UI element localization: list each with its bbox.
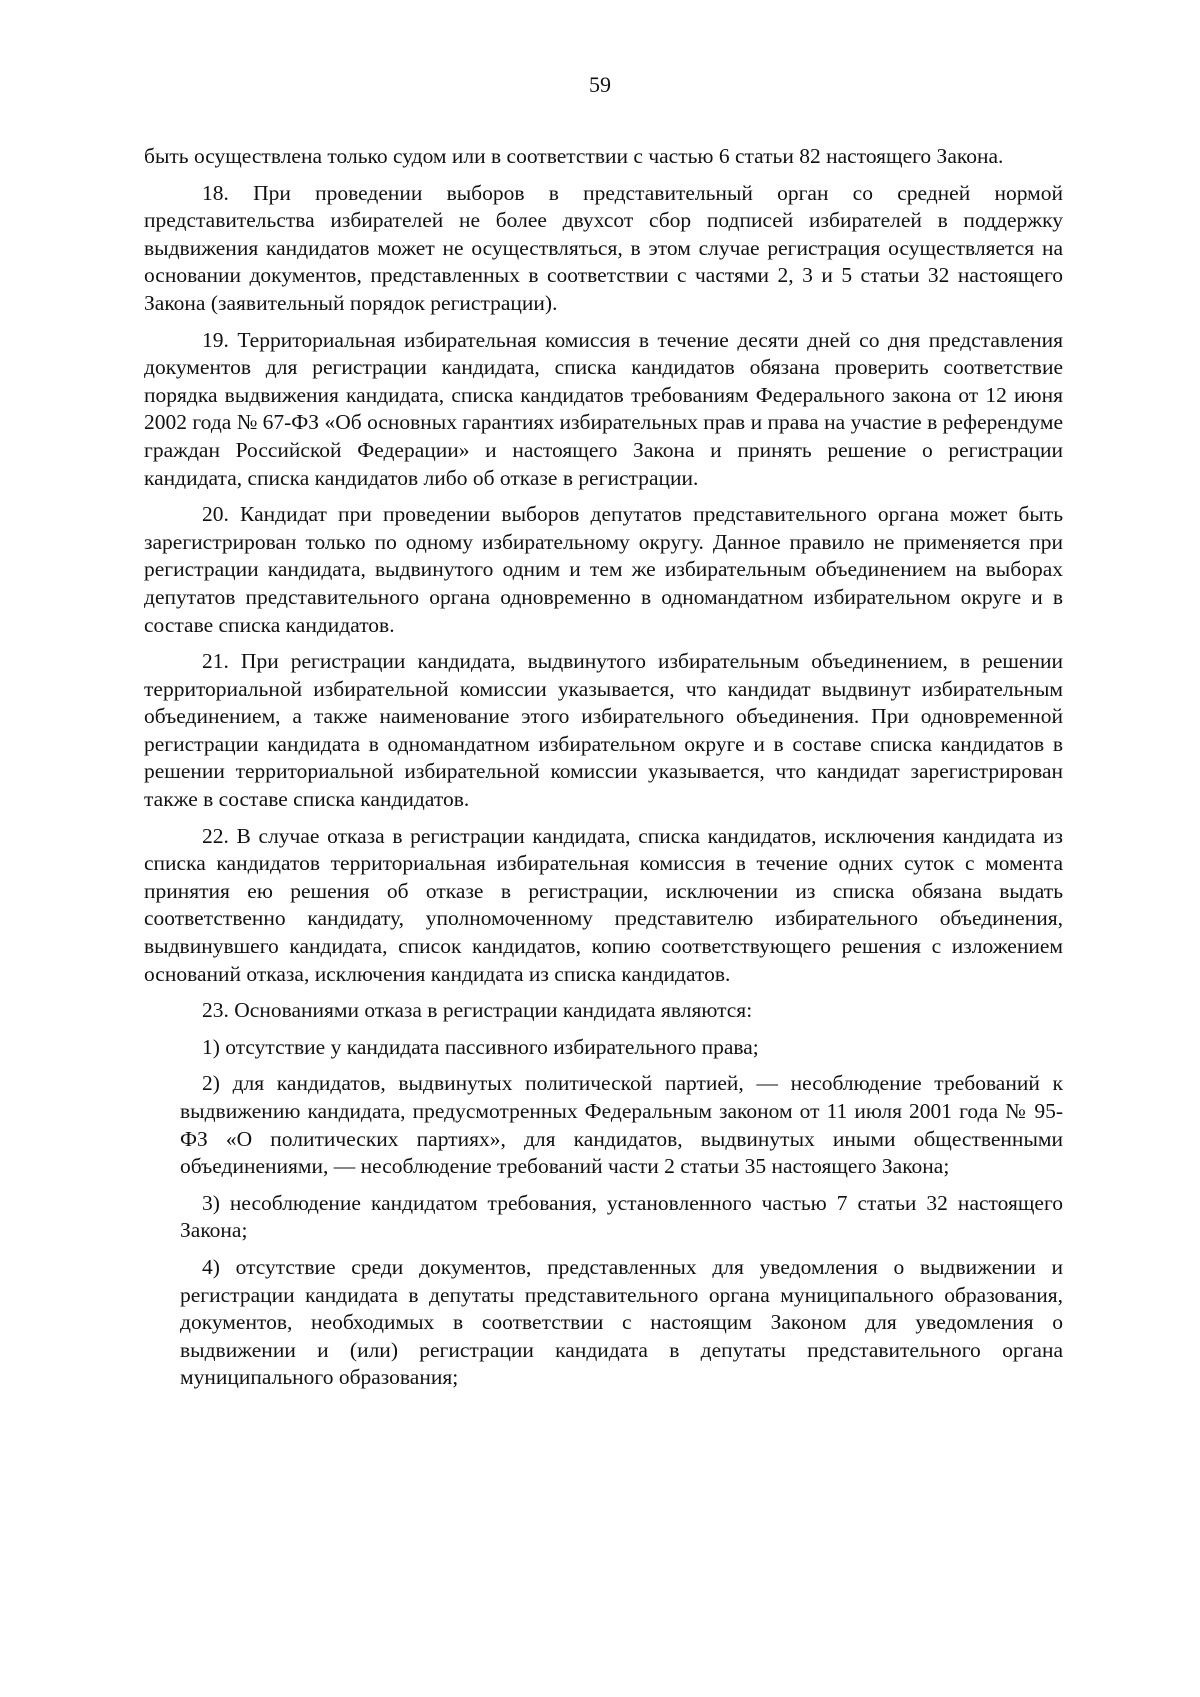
- page-number: 59: [589, 72, 611, 97]
- list-item-3: 3) несоблюдение кандидатом требования, установленного частью 7 статьи 32 настоящего Закона;: [180, 1190, 1063, 1243]
- paragraph-22: 22. В случае отказа в регистрации кандидата, списка кандидатов, исключения кандидата из списка кандидатов территориальная избирательная комиссия в течение одних суток с момента принятия ею решения об отказе в регистрации, исключении из списка обязана выдать соответственно кандидату, уполномоченному представителю избирательного объединения, выдвинувшего кандидата, список кандидатов, копию соответствующего решения с изложением оснований отказа, исключения кандидата из списка кандидатов.: [144, 823, 1063, 986]
- list-item-2: 2) для кандидатов, выдвинутых политической партией, — несоблюдение требований к выдвижению кандидата, предусмотренных Федеральным законом от 11 июля 2001 года № 95-ФЗ «О политических партиях», для кандидатов, выдвинутых иными общественными объединениями, — несоблюдение требований части 2 статьи 35 настоящего Закона;: [180, 1071, 1063, 1179]
- list-item-4: 4) отсутствие среди документов, представленных для уведомления о выдвижении и регистрации кандидата в депутаты представительного органа муниципального образования, документов, необходимых в соответствии с настоящим Законом для уведомления о выдвижении и (или) регистрации кандидата в депутаты представительного органа муниципального образования;: [180, 1254, 1063, 1390]
- paragraph-19: 19. Территориальная избирательная комиссия в течение десяти дней со дня представления документов для регистрации кандидата, списка кандидатов обязана проверить соответствие порядка выдвижения кандидата, списка кандидатов требованиям Федерального закона от 12 июня 2002 года № 67-ФЗ «Об основных гарантиях избирательных прав и права на участие в референдуме граждан Российской Федерации» и настоящего Закона и принять решение о регистрации кандидата, списка кандидатов либо об отказе в регистрации.: [144, 327, 1063, 490]
- document-body: [144, 143, 1063, 1401]
- paragraph-20: 20. Кандидат при проведении выборов депутатов представительного органа может быть зарегистрирован только по одному избирательному округу. Данное правило не применяется при регистрации кандидата, выдвинутого одним и тем же избирательным объединением на выборах депутатов представительного органа одновременно в одномандатном избирательном округе и в составе списка кандидатов.: [144, 502, 1063, 637]
- paragraph-21: 21. При регистрации кандидата, выдвинутого избирательным объединением, в решении территориальной избирательной комиссии указывается, что кандидат выдвинут избирательным объединением, а также наименование этого избирательного объединения. При одновременной регистрации кандидата в одномандатном избирательном округе и в составе списка кандидатов в решении территориальной избирательной комиссии указывается, что кандидат зарегистрирован также в составе списка кандидатов.: [144, 649, 1063, 812]
- paragraph-18: 18. При проведении выборов в представительный орган со средней нормой представительства избирателей не более двухсот сбор подписей избирателей в поддержку выдвижения кандидатов может не осуществляться, в этом случае регистрация осуществляется на основании документов, представленных в соответствии с частями 2, 3 и 5 статьи 32 настоящего Закона (заявительный порядок регистрации).: [144, 180, 1063, 315]
- paragraph-continuation: быть осуществлена только судом или в соответствии с частью 6 статьи 82 настоящего Закона.: [144, 144, 1004, 168]
- paragraph-23: 23. Основаниями отказа в регистрации кандидата являются:: [202, 998, 753, 1023]
- list-item-1: 1) отсутствие у кандидата пассивного избирательного права;: [202, 1034, 759, 1059]
